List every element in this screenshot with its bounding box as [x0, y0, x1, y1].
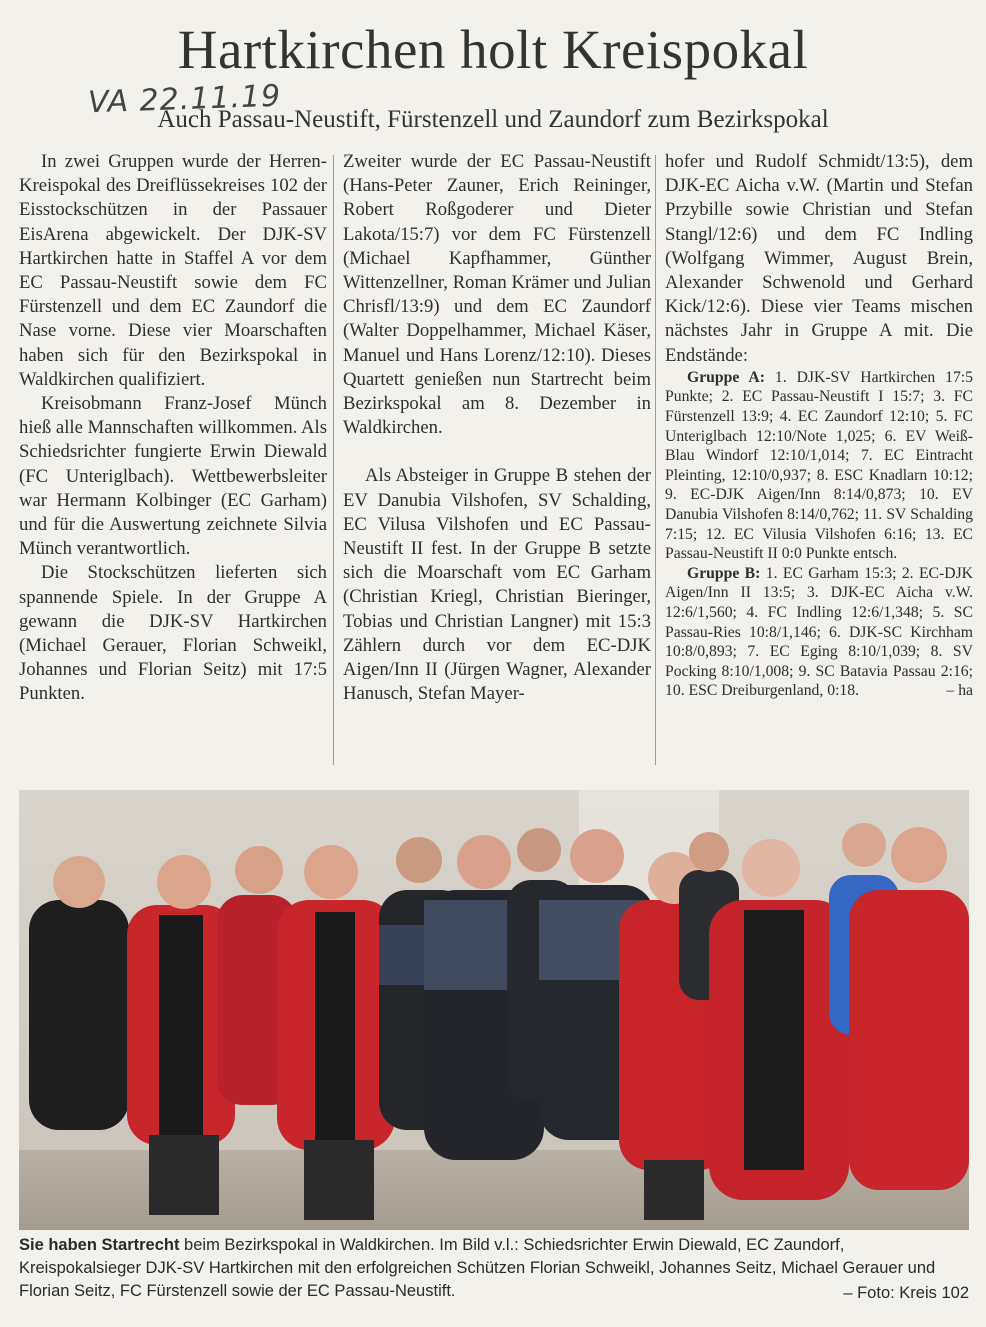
photo-credit: – Foto: Kreis 102 [843, 1284, 969, 1302]
article-paragraph: Die Stockschützen lieferten sich spannende Spiele. In der Gruppe A gewann die DJK-SV Hartkirchen (Michael Gerauer, Florian Schweikl, Johannes und Florian Seitz) mit 17:5 Punkten. [19, 562, 327, 705]
handwritten-date-note: VA 22.11.19 [87, 78, 282, 121]
author-initials: – ha [946, 682, 973, 700]
article-column-3 [665, 150, 973, 701]
team-photo [19, 790, 969, 1230]
article-headline: Hartkirchen holt Kreispokal [177, 19, 809, 80]
article-column-2 [343, 150, 651, 706]
article-paragraph: In zwei Gruppen wurde der Herren-Kreispokal des Dreiflüssekreises 102 der Eisstockschützen in der Passauer EisArena abgewickelt. Der DJK-SV Hartkirchen hatte in Staffel A vor dem EC Passau-Neustift sowie dem FC Fürstenzell und dem EC Zaundorf die Nase vorne. Diese vier Moarschaften haben sich für den Bezirkspokal in Waldkirchen qualifiziert. [19, 151, 327, 390]
article-paragraph: Als Absteiger in Gruppe B stehen der EV Danubia Vilshofen, SV Schalding, EC Vilusa Vilshofen und EC Passau-Neustift II fest. In der Gruppe B setzte sich die Moarschaft vom EC Garham (Christian Kriegl, Christian Bieringer, Tobias und Christian Langner) mit 15:3 Zählern durch vor dem EC-DJK Aigen/Inn II (Jürgen Wagner, Alexander Hanusch, Stefan Mayer- [343, 465, 651, 705]
article-subheadline: Auch Passau-Neustift, Fürstenzell und Zaundorf zum Bezirkspokal [157, 106, 829, 133]
results-group-a [665, 368, 973, 564]
article-column-1 [19, 150, 327, 707]
results-group-a-text: 1. DJK-SV Hartkirchen 17:5 Punkte; 2. EC Passau-Neustift I 15:7; 3. FC Fürstenzell 13:9; 4. EC Zaundorf 12:10; 5. FC Unteriglbach 12:10/Note 1,025; 6. EV Weiß-Blau Windorf 12:10/1,014; 7. EC Eintracht Pleinting, 12:10/0,937; 8. ESC Knadlarn 10:12; 9. EC-DJK Aigen/Inn 8:14/0,873; 10. EV Danubia Vilshofen 8:14/0,762; 11. SV Schalding 7:15; 12. EC Vilusia Vilshofen 6:16; 13. EC Passau-Neustift II 0:0 Punkte entsch. [665, 368, 974, 563]
column-divider [655, 155, 656, 765]
article-paragraph: Kreisobmann Franz-Josef Münch hieß alle Mannschaften willkommen. Als Schiedsrichter fungierte Erwin Diewald (FC Unteriglbach). Wettbewerbsleiter war Hermann Kolbinger (EC Garham) und für die Auswertung zeichnete Silvia Münch verantwortlich. [19, 393, 327, 560]
results-group-b-text: 1. EC Garham 15:3; 2. EC-DJK Aigen/Inn II 13:5; 3. DJK-EC Aicha v.W. 12:6/1,560; 4. FC Indling 12:6/1,348; 5. SC Passau-Ries 10:8/1,146; 6. DJK-SC Kirchham 10:8/0,893; 7. EC Eging 8:10/1,039; 8. SV Pocking 8:10/1,008; 9. SC Batavia Passau 2:16; 10. ESC Dreiburgenland, 0:18. [665, 564, 973, 700]
team-photo-illustration [19, 790, 969, 1230]
results-group-b [665, 564, 973, 701]
caption-text: beim Bezirkspokal in Waldkirchen. Im Bild v.l.: Schiedsrichter Erwin Diewald, EC Zaundorf, Kreispokalsieger DJK-SV Hartkirchen mit den erfolgreichen Schützen Florian Schweikl, Johannes Seitz, Michael Gerauer und Florian Seitz, FC Fürstenzell sowie der EC Passau-Neustift. [19, 1236, 936, 1300]
results-group-a-label: Gruppe A: [687, 368, 765, 386]
results-group-b-label: Gruppe B: [687, 564, 761, 582]
photo-caption [19, 1234, 969, 1303]
article-paragraph: Zweiter wurde der EC Passau-Neustift (Hans-Peter Zauner, Erich Reininger, Robert Roßgoderer und Dieter Lakota/15:7) vor dem FC Fürstenzell (Michael Kapfhammer, Günther Wittenzellner, Roman Krämer und Julian Chrisfl/13:9) und dem EC Zaundorf (Walter Doppelhammer, Michael Käser, Manuel und Hans Lorenz/12:10). Dieses Quartett genießen nun Startrecht beim Bezirkspokal am 8. Dezember in Waldkirchen. [343, 151, 651, 439]
caption-lead: Sie haben Startrecht [19, 1236, 180, 1254]
article-paragraph: hofer und Rudolf Schmidt/13:5), dem DJK-EC Aicha v.W. (Martin und Stefan Przybille sowie Christian und Stefan Stangl/12:6) und dem FC Indling (Wolfgang Wimmer, August Brein, Alexander Schwenold und Gerhard Kick/12:6). Diese vier Teams mischen nächstes Jahr in Gruppe A mit. Die Endstände: [665, 151, 973, 366]
column-divider [333, 155, 334, 765]
